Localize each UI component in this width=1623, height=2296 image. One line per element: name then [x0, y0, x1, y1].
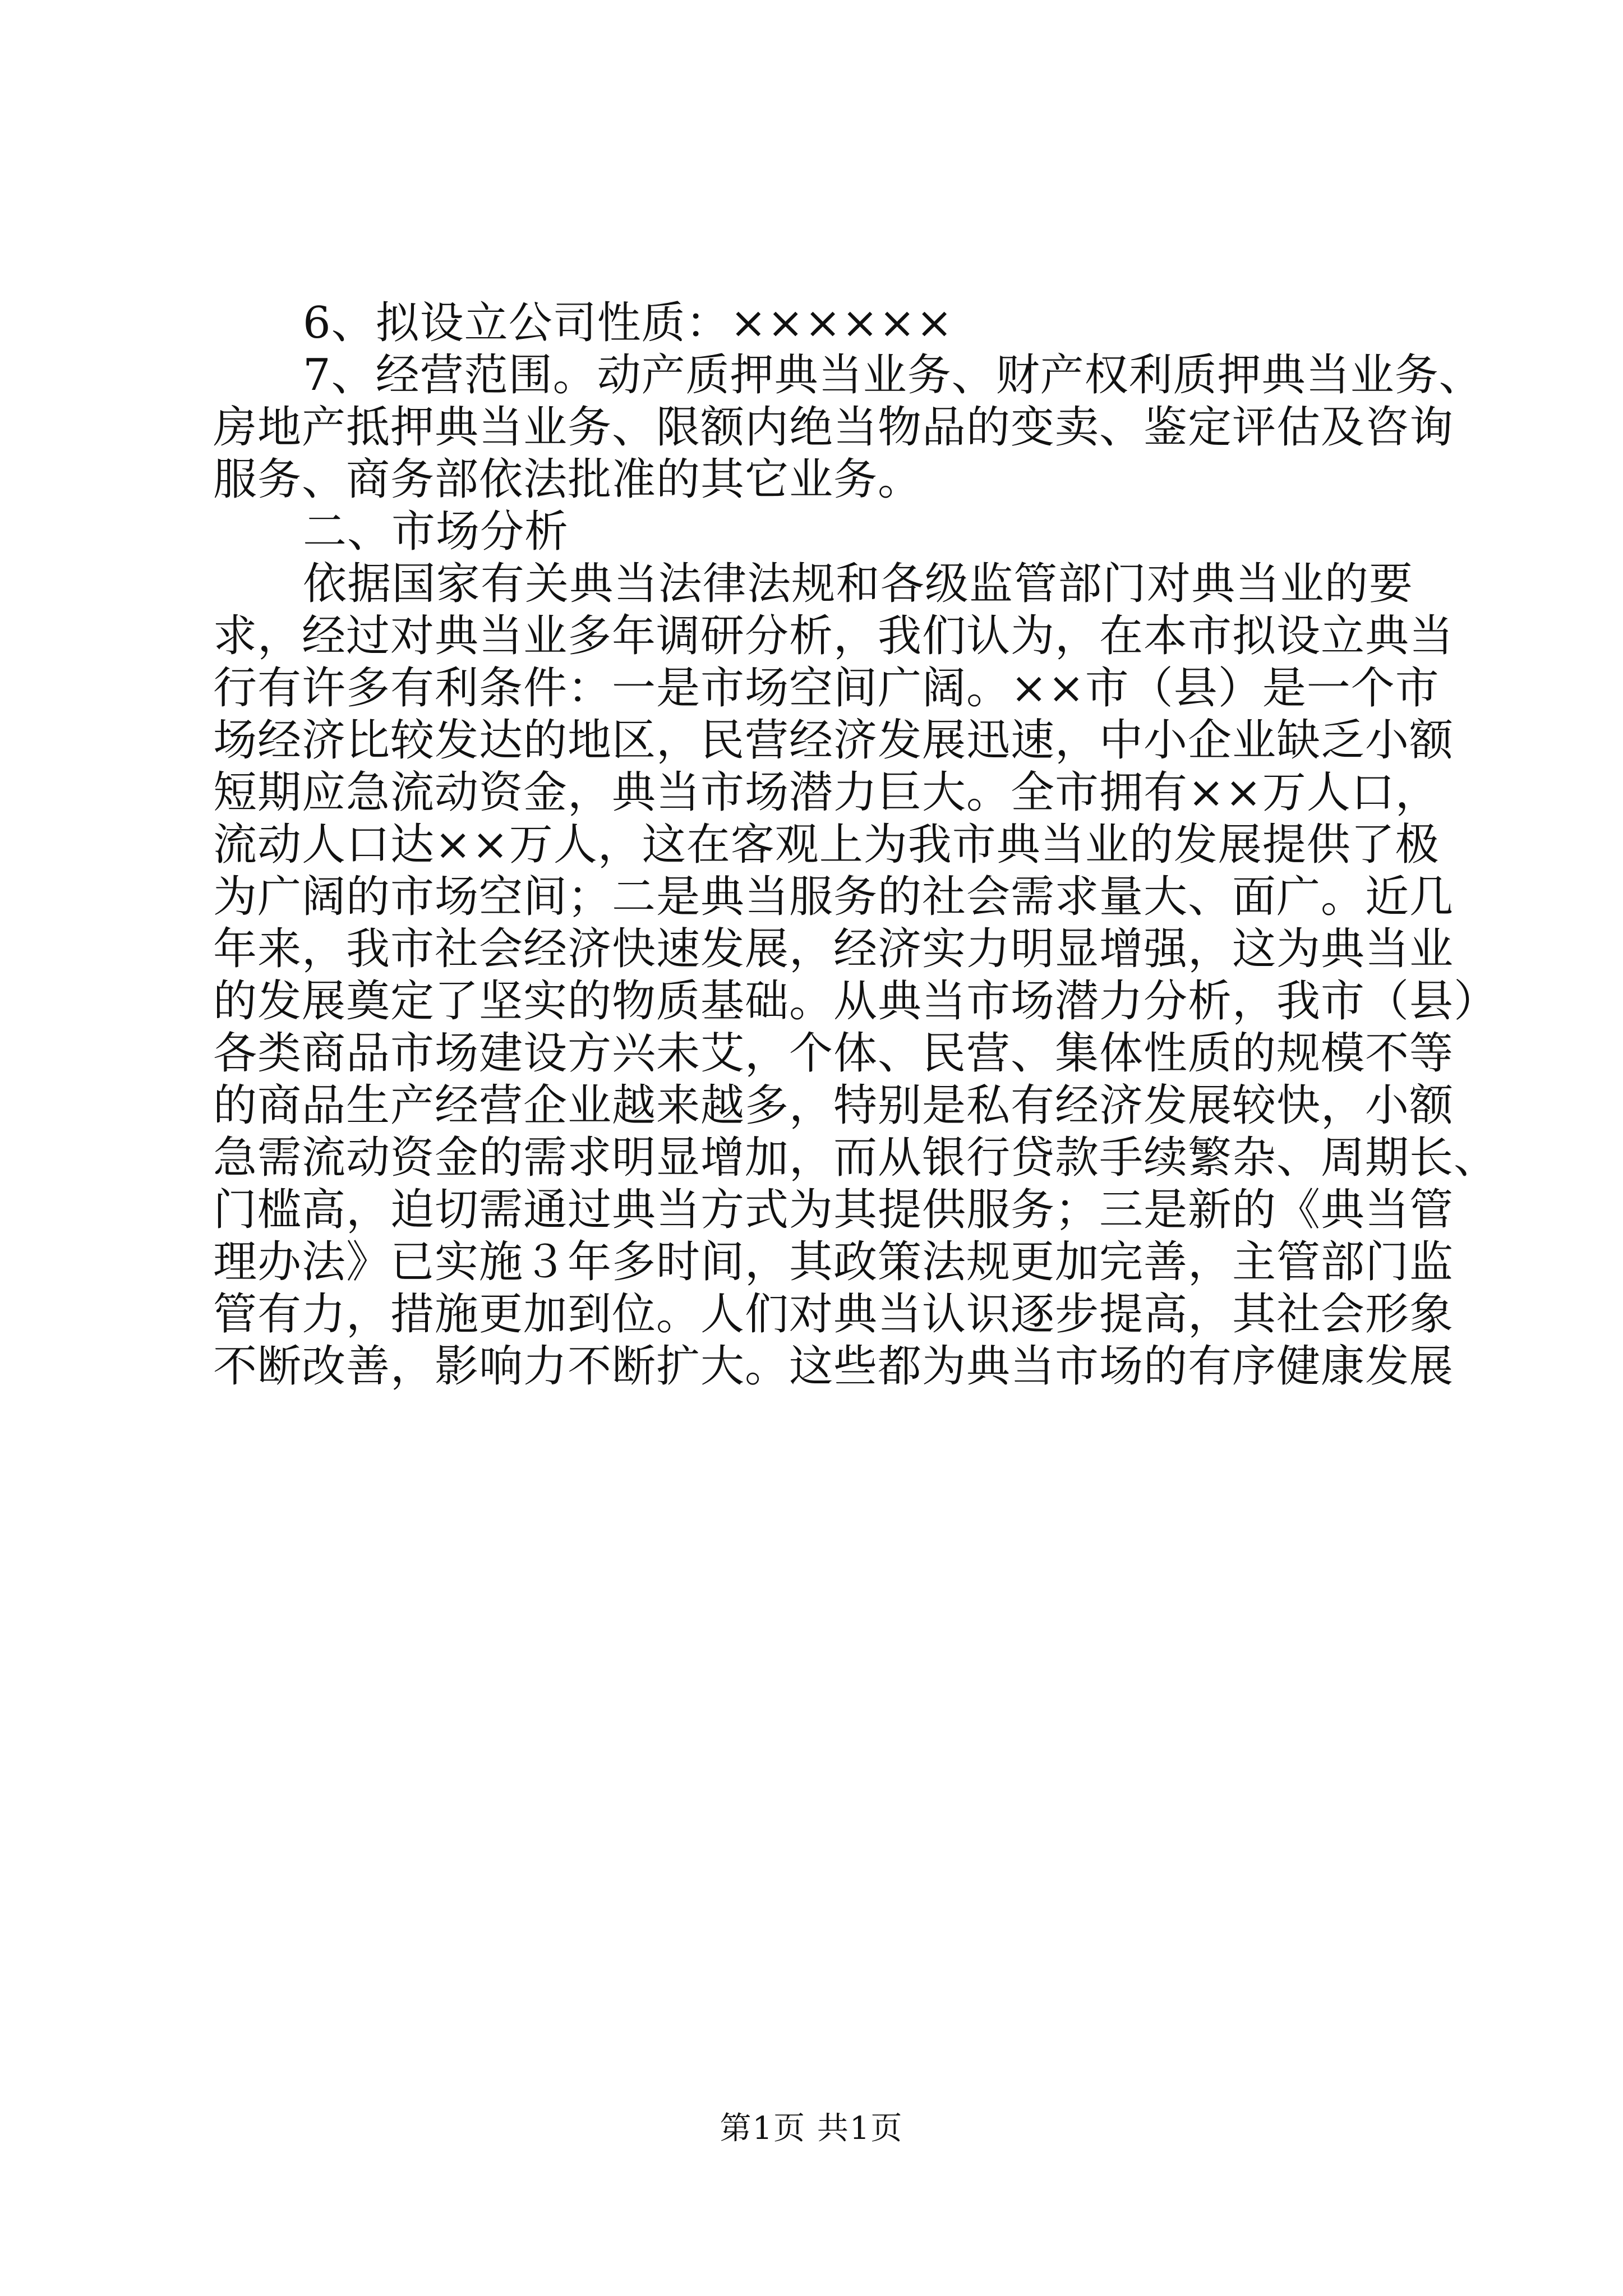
body-text [213, 297, 1498, 1393]
text-line: 场经济比较发达的地区，民营经济发展迅速，中小企业缺乏小额 [213, 715, 1454, 766]
text-line: 6、拟设立公司性质：×××××× [303, 298, 953, 348]
text-line: 不断改善，影响力不断扩大。这些都为典当市场的有序健康发展 [213, 1341, 1454, 1392]
text-line: 的商品生产经营企业越来越多，特别是私有经济发展较快，小额 [213, 1080, 1454, 1131]
section-heading: 二、市场分析 [303, 507, 569, 557]
text-line: 短期应急流动资金，典当市场潜力巨大。全市拥有××万人口， [213, 767, 1440, 818]
text-line: 各类商品市场建设方兴未艾，个体、民营、集体性质的规模不等 [213, 1028, 1454, 1079]
text-line: 年来，我市社会经济快速发展，经济实力明显增强，这为典当业 [213, 924, 1454, 974]
text-line: 急需流动资金的需求明显增加，而从银行贷款手续繁杂、周期长、 [213, 1133, 1498, 1183]
text-line: 服务、商务部依法批准的其它业务。 [213, 454, 923, 505]
text-line: 7、经营范围。动产质押典当业务、财产权利质押典当业务、 [303, 350, 1483, 401]
text-line: 理办法》已实施３年多时间，其政策法规更加完善，主管部门监 [213, 1237, 1454, 1287]
text-line: 行有许多有利条件：一是市场空间广阔。××市（县）是一个市 [213, 663, 1440, 714]
text-line: 管有力，措施更加到位。人们对典当认识逐步提高，其社会形象 [213, 1289, 1454, 1340]
text-line: 流动人口达××万人，这在客观上为我市典当业的发展提供了极 [213, 820, 1440, 870]
text-line: 房地产抵押典当业务、限额内绝当物品的变卖、鉴定评估及咨询 [213, 402, 1454, 453]
text-line: 依据国家有关典当法律法规和各级监管部门对典当业的要 [303, 559, 1413, 609]
text-line: 求，经过对典当业多年调研分析，我们认为，在本市拟设立典当 [213, 611, 1454, 661]
page-footer: 第1页 共1页 [720, 2110, 903, 2147]
text-line: 为广阔的市场空间；二是典当服务的社会需求量大、面广。近几 [213, 872, 1454, 922]
text-line: 的发展奠定了坚实的物质基础。从典当市场潜力分析，我市（县） [213, 976, 1498, 1027]
text-line: 门槛高，迫切需通过典当方式为其提供服务；三是新的《典当管 [213, 1185, 1454, 1235]
